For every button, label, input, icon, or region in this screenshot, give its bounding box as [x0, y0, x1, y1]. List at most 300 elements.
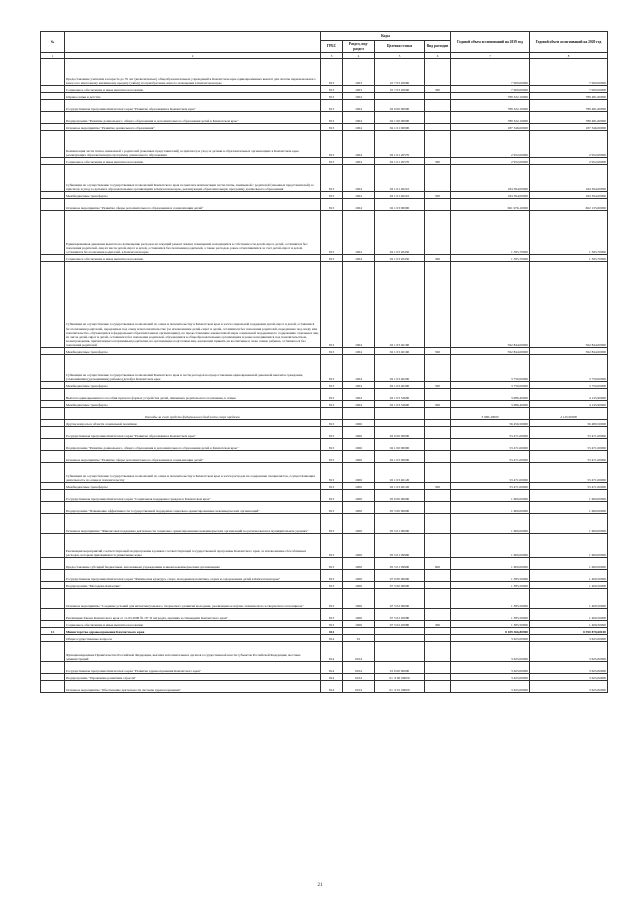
row-amount-2020: 602 135,60000 [530, 199, 608, 211]
row-amount-2020: 2 952,00000 [530, 158, 608, 165]
row-target: 10 7 03 20060 [375, 59, 425, 86]
column-number: 6 [425, 53, 451, 59]
row-target: 02 1 03 20450 [375, 255, 425, 262]
budget-page [40, 31, 607, 693]
header-exp-type: Вид расходов [425, 41, 451, 53]
row-target: 02 1 03 40160 [375, 348, 425, 355]
row-amount-2019: 601 976,10000 [451, 199, 530, 211]
row-amount-2019: 2 952,00000 [451, 131, 530, 158]
row-number [41, 582, 65, 589]
row-name: Социальное обеспечение и иные выплаты населению [65, 86, 321, 93]
row-amount-2019: 53 471,00000 [451, 463, 530, 483]
row-amount-2019: 3 986,40000 [451, 401, 530, 408]
row-amount-2020: 1 600,00000 [530, 502, 608, 514]
row-exp-type [425, 165, 451, 192]
row-name: Социальное обеспечение и иные выплаты населению [65, 621, 321, 628]
row-grbs: 813 [321, 158, 343, 165]
row-target: 01 Э 01 00000 [375, 681, 425, 693]
row-name: Расходы за счет средств федерального бюджета сверх пределов [65, 408, 321, 420]
row-number [41, 621, 65, 628]
row-grbs: 813 [321, 389, 343, 401]
row-amount-2019: 3 625,00000 [451, 681, 530, 693]
table-row [41, 582, 608, 589]
row-exp-type [425, 490, 451, 502]
row-exp-type [425, 514, 451, 534]
row-section: 1006 [343, 534, 375, 558]
row-section: 01 [343, 635, 375, 642]
row-exp-type: 300 [425, 255, 451, 262]
row-name: Подпрограмма "Развитие дошкольного, общего образования и дополнительного образования детей в Камчатском крае" [65, 439, 321, 451]
row-section: 1006 [343, 582, 375, 589]
row-number [41, 558, 65, 570]
row-number [41, 420, 65, 427]
row-amount-2019: 3 625,00000 [451, 662, 530, 674]
row-section: 1004 [343, 93, 375, 100]
row-grbs: 813 [321, 165, 343, 192]
table-row [41, 451, 608, 463]
table-row [41, 408, 608, 420]
row-target: 07 5 00 00000 [375, 582, 425, 589]
table-row [41, 124, 608, 131]
row-section: 0104 [343, 642, 375, 662]
row-amount-2020: 1 600,00000 [530, 534, 608, 558]
row-grbs: 813 [321, 451, 343, 463]
row-number [41, 674, 65, 681]
row-name: Межбюджетные трансферты [65, 401, 321, 408]
row-target: 02 1 01 40210 [375, 165, 425, 192]
row-amount-2020: 1 409,50000 [530, 589, 608, 609]
row-target [375, 635, 425, 642]
row-name: Субвенции на осуществление государственных полномочий по опеке и попечительству в Камчатском крае в части социальной поддержки детей-сирот и детей, оставшихся без попечения родителей, переданных под опеку или попечительство (за исключением детей-сирот и детей, оставшихся без попечения родителей, переданных под опеку или попечительство, обучающихся в федеральных образовательных организациях), по предоставлению ежемесячной меры социальной поддержки по содержанию отдельных лиц из числа детей-сирот и детей, оставшихся без попечения родителей, обучающихся в общеобразовательных организациях и ранее находившихся под попечительством, вознаграждения, причитающегося приемным родителям, на организацию подготовки лиц, желающих принять на воспитание в свою семью ребенка, оставшегося без попечения родителей [65, 262, 321, 348]
row-exp-type [425, 408, 451, 420]
row-amount-2020: 53 471,00000 [530, 451, 608, 463]
row-grbs: 814 [321, 628, 343, 635]
row-exp-type [425, 502, 451, 514]
row-target [375, 642, 425, 662]
row-amount-2020: 3 625,00000 [530, 681, 608, 693]
row-exp-type [425, 662, 451, 674]
row-exp-type [425, 463, 451, 483]
row-target: 02 1 01 20570 [375, 158, 425, 165]
row-amount-2019: 592 844,00000 [451, 348, 530, 355]
row-amount-2019: 1 600,00000 [451, 558, 530, 570]
row-exp-type [425, 589, 451, 609]
row-exp-type [425, 635, 451, 642]
row-grbs: 814 [321, 674, 343, 681]
row-amount-2019: 3 625,00000 [451, 642, 530, 662]
row-grbs: 813 [321, 621, 343, 628]
table-row [41, 490, 608, 502]
row-target: 02 1 03 00000 [375, 199, 425, 211]
row-amount-2020: 4 145,90000 [530, 401, 608, 408]
row-name: Государственная программа Камчатского края "Развитие здравоохранения Камчатского края" [65, 662, 321, 674]
row-amount-2019: 1 385,50000 [451, 621, 530, 628]
row-section: 1004 [343, 211, 375, 255]
row-amount-2020: 53 471,00000 [530, 439, 608, 451]
row-number [41, 124, 65, 131]
table-row [41, 609, 608, 621]
row-section: 1006 [343, 589, 375, 609]
row-exp-type [425, 609, 451, 621]
row-section: 1004 [343, 192, 375, 199]
column-number: 8 [530, 53, 608, 59]
row-number [41, 570, 65, 582]
row-amount-2020: 3 625,00000 [530, 635, 608, 642]
row-section: 1004 [343, 401, 375, 408]
row-grbs: 813 [321, 582, 343, 589]
table-row [41, 642, 608, 662]
row-grbs: 813 [321, 558, 343, 570]
row-exp-type [425, 420, 451, 427]
table-row [41, 165, 608, 192]
table-row [41, 674, 608, 681]
table-row [41, 158, 608, 165]
row-section: 1004 [343, 131, 375, 158]
row-target: 05 5 01 00000 [375, 514, 425, 534]
row-amount-2019: 53 471,00000 [451, 451, 530, 463]
row-grbs: 813 [321, 420, 343, 427]
row-section: 1006 [343, 420, 375, 427]
row-section: 1006 [343, 609, 375, 621]
row-name: Субвенции на осуществление государственных полномочий Камчатского края по выплате компенсации части платы, взимаемой с родителей (законных представителей) за присмотр и уход за детьми в образовательных организациях в Камчатском крае, реализующих образовательную программу дошкольного образования [65, 165, 321, 192]
row-grbs: 813 [321, 192, 343, 199]
table-row [41, 100, 608, 112]
table-row [41, 192, 608, 199]
row-target: 10 7 03 20060 [375, 86, 425, 93]
row-target [375, 628, 425, 635]
row-amount-2019: 789 322,10000 [451, 100, 530, 112]
row-amount-2020: 184 394,00000 [530, 192, 608, 199]
row-amount-2019: 1 395,70000 [451, 255, 530, 262]
header-section: Раздел, под-раздел [343, 41, 375, 53]
row-name: Общегосударственные вопросы [65, 635, 321, 642]
row-exp-type: 500 [425, 401, 451, 408]
row-amount-2020: 4 145,90000 [530, 389, 608, 401]
row-name: Основное мероприятие "Обеспечение деятельности системы здравоохранения" [65, 681, 321, 693]
row-section: 1006 [343, 621, 375, 628]
row-target: 02 1 01 00000 [375, 124, 425, 131]
table-row [41, 59, 608, 86]
row-name: Основное мероприятие "Создание условий для интеллектуального, творческого развития молодежи, реализации ее научно-технического и творческого потенциала" [65, 589, 321, 609]
budget-table [40, 31, 608, 693]
table-row [41, 262, 608, 348]
row-name: Предоставление учителям в возрасте до 35 лет (включительно) общеобразовательных учреждений в Камчатском крае единовременных выплат для оплаты первоначального взноса по ипотечному жилищному кредиту (займу) на приобретение жилого помещения в Камчатском крае [65, 59, 321, 86]
row-section: 0104 [343, 681, 375, 693]
row-grbs: 813 [321, 211, 343, 255]
table-row [41, 348, 608, 355]
row-grbs: 813 [321, 609, 343, 621]
row-name: Социальное обеспечение и иные выплаты населению [65, 255, 321, 262]
row-name: Единовременная денежная выплата на возмещение расходов на текущий ремонт жилых помещений, находящихся в собственности детей-сирот, детей, оставшихся без попечения родителей, лиц из числа детей-сирот и детей, оставшихся без попечения родителей, а также расходов, ранее отчислявшихся за счет детей-сирот и детей, оставшихся без попечения родителей, в Камчатском крае [65, 211, 321, 255]
row-exp-type [425, 389, 451, 401]
row-number [41, 451, 65, 463]
table-row [41, 420, 608, 427]
row-amount-2020: 187 346,00000 [530, 124, 608, 131]
row-number [41, 131, 65, 158]
table-row [41, 93, 608, 100]
row-amount-2020: 1 409,50000 [530, 609, 608, 621]
page-number: 21 [317, 883, 323, 888]
row-amount-2020: 3 625,00000 [530, 674, 608, 681]
row-target: 07 0 00 00000 [375, 570, 425, 582]
row-number [41, 348, 65, 355]
row-target: 02 1 03 20450 [375, 211, 425, 255]
row-amount-2020: 53 471,00000 [530, 483, 608, 490]
row-exp-type [425, 124, 451, 131]
row-name: Предоставление субсидий бюджетным, автономным учреждениям и иным некоммерческим организациям [65, 558, 321, 570]
row-grbs: 813 [321, 262, 343, 348]
row-section [343, 408, 375, 420]
row-section: 0104 [343, 662, 375, 674]
row-section: 1004 [343, 355, 375, 382]
table-row [41, 463, 608, 483]
row-number [41, 165, 65, 192]
row-number [41, 408, 65, 420]
row-amount-2019: 184 394,00000 [451, 192, 530, 199]
row-amount-2020: 2 952,00000 [530, 131, 608, 158]
row-target: 02 1 03 40200 [375, 382, 425, 389]
row-section: 1004 [343, 348, 375, 355]
row-amount-2020: 1 409,50000 [530, 621, 608, 628]
row-amount-2019: 56 456,50000 [451, 420, 530, 427]
row-number [41, 199, 65, 211]
row-section: 1004 [343, 262, 375, 348]
header-number: № [41, 32, 65, 53]
row-section: 1003 [343, 59, 375, 86]
row-grbs: 813 [321, 490, 343, 502]
row-number: 12 [41, 628, 65, 635]
row-number [41, 635, 65, 642]
row-amount-2019: 1 385,50000 [451, 582, 530, 589]
row-section: 0104 [343, 674, 375, 681]
header-2020: Годовой объем ассигнований на 2020 год [530, 32, 608, 53]
table-row [41, 502, 608, 514]
row-name: Основное мероприятие "Развитие сферы дополнительного образования и социализации детей" [65, 451, 321, 463]
row-name: Подпрограмма "Развитие дошкольного, общего образования и дополнительного образования детей в Камчатском крае" [65, 112, 321, 124]
row-number [41, 158, 65, 165]
row-section: 1006 [343, 463, 375, 483]
table-row [41, 662, 608, 674]
row-exp-type [425, 59, 451, 86]
row-target: 07 5 02 00000 [375, 589, 425, 609]
row-grbs: 813 [321, 534, 343, 558]
row-exp-type: 500 [425, 382, 451, 389]
row-amount-2020: 53 471,00000 [530, 463, 608, 483]
table-row [41, 534, 608, 558]
row-target: 05 5 01 09990 [375, 534, 425, 558]
row-name: Реализация Закона Камчатского края от 11.03.2008 № 18 "О наградах, премиях и стипендиях Камчатского края" [65, 609, 321, 621]
row-amount-2019: 53 471,00000 [451, 427, 530, 439]
row-section: 1006 [343, 558, 375, 570]
row-exp-type [425, 199, 451, 211]
row-exp-type [425, 100, 451, 112]
row-name: Субвенции на осуществление государственных полномочий по опеке и попечительству в Камчатском крае в части расходов на содержание специалистов, осуществляющих деятельность по опеке и попечительству [65, 463, 321, 483]
row-section [343, 628, 375, 635]
column-number: 3 [321, 53, 343, 59]
header-2019: Годовой объем ассигнований на 2019 год [451, 32, 530, 53]
table-row [41, 681, 608, 693]
row-amount-2020: 592 844,00000 [530, 262, 608, 348]
row-amount-2020: 1 395,70000 [530, 255, 608, 262]
row-number [41, 642, 65, 662]
row-amount-2020: 1 600,00000 [530, 558, 608, 570]
row-amount-2020: 3 750,00000 [530, 355, 608, 382]
row-exp-type [425, 451, 451, 463]
row-exp-type: 300 [425, 621, 451, 628]
row-amount-2019: 789 322,10000 [451, 93, 530, 100]
row-number [41, 514, 65, 534]
row-grbs: 813 [321, 348, 343, 355]
row-name: Субвенции на осуществление государственных полномочий Камчатского края и части расходов на предоставление единовременной денежной выплаты гражданам, усыновившим (удочерившим) ребенка (детей) в Камчатском крае [65, 355, 321, 382]
row-number [41, 355, 65, 382]
table-row [41, 199, 608, 211]
row-name: Государственная программа Камчатского края "Физическая культура, спорт, молодежная политика, отдых и оздоровление детей в Камчатском крае" [65, 570, 321, 582]
row-grbs: 813 [321, 570, 343, 582]
row-number [41, 534, 65, 558]
row-target: 02 1 03 52600 [375, 401, 425, 408]
row-section: 1006 [343, 483, 375, 490]
row-name: Другие вопросы в области социальной политики [65, 420, 321, 427]
header-grbs: ГРБС [321, 41, 343, 53]
row-grbs: 813 [321, 463, 343, 483]
row-name: Охрана семьи и детства [65, 93, 321, 100]
row-exp-type [425, 355, 451, 382]
row-amount-2020: 1 600,00000 [530, 514, 608, 534]
row-name: Компенсация части платы, взимаемой с родителей (законных представителей) за присмотр и уход за детьми в образовательных организациях в Камчатском крае, реализующих образовательную программу дошкольного образования [65, 131, 321, 158]
row-exp-type [425, 93, 451, 100]
row-target: 02 1 03 52600 [375, 389, 425, 401]
row-amount-2020: 7 000,00000 [530, 86, 608, 93]
row-section: 1006 [343, 502, 375, 514]
row-exp-type [425, 570, 451, 582]
row-section: 1006 [343, 439, 375, 451]
row-target: 02 0 00 00000 [375, 427, 425, 439]
table-row [41, 570, 608, 582]
header-codes: Коды [321, 32, 451, 41]
row-grbs: 813 [321, 59, 343, 86]
row-target: 02 1 03 40200 [375, 355, 425, 382]
row-name: Основное мероприятие "Развитие сферы дополнительного образования и социализации детей" [65, 199, 321, 211]
row-number [41, 401, 65, 408]
row-grbs: 814 [321, 662, 343, 674]
row-grbs: 813 [321, 124, 343, 131]
row-section: 1004 [343, 199, 375, 211]
row-amount-2020: 3 625,00000 [530, 642, 608, 662]
row-section: 1004 [343, 382, 375, 389]
row-name: Межбюджетные трансферты [65, 348, 321, 355]
row-section: 1006 [343, 427, 375, 439]
row-target: 05 5 00 00000 [375, 502, 425, 514]
row-number [41, 427, 65, 439]
row-amount-2019: 3 625,00000 [451, 635, 530, 642]
row-target: 01 0 00 00000 [375, 662, 425, 674]
row-number [41, 483, 65, 490]
row-exp-type: 500 [425, 483, 451, 490]
row-name: Подпрограмма "Управление развитием отрасли" [65, 674, 321, 681]
row-target: 02 0 00 00000 [375, 100, 425, 112]
row-amount-2020: 592 844,00000 [530, 348, 608, 355]
row-amount-2019: 3 750,00000 [451, 382, 530, 389]
row-amount-2019: 2 952,00000 [451, 158, 530, 165]
row-target [375, 93, 425, 100]
row-grbs: 813 [321, 382, 343, 389]
row-number [41, 463, 65, 483]
row-exp-type [425, 628, 451, 635]
row-name: Межбюджетные трансферты [65, 382, 321, 389]
table-row [41, 255, 608, 262]
row-name: Подпрограмма "Повышение эффективности государственной поддержки социально-ориентированных некоммерческих организаций" [65, 502, 321, 514]
table-row [41, 382, 608, 389]
row-number [41, 255, 65, 262]
row-amount-2020: 3 625,00000 [530, 662, 608, 674]
row-section: 1004 [343, 100, 375, 112]
row-grbs: 813 [321, 401, 343, 408]
row-name: Подпрограмма "Молодежь Камчатки" [65, 582, 321, 589]
row-name: Межбюджетные трансферты [65, 483, 321, 490]
row-grbs: 813 [321, 427, 343, 439]
row-name: Государственная программа Камчатского края "Развитие образования в Камчатском крае" [65, 100, 321, 112]
row-amount-2020: 1 600,00000 [530, 490, 608, 502]
row-exp-type [425, 427, 451, 439]
row-grbs: 814 [321, 681, 343, 693]
row-amount-2020: 56 480,50000 [530, 420, 608, 427]
row-number [41, 389, 65, 401]
row-target [375, 408, 425, 420]
row-section: 1004 [343, 124, 375, 131]
row-name: Реализация мероприятий соответствующей подпрограммы в рамках соответствующей государственной программы Камчатского края, за исключением обособленных расходов, которым присваиваются уникальные коды [65, 534, 321, 558]
row-amount-2019: 1 385,50000 [451, 570, 530, 582]
row-grbs: 813 [321, 112, 343, 124]
row-amount-2020: 1 395,70000 [530, 211, 608, 255]
row-section: 1004 [343, 165, 375, 192]
column-number: 7 [451, 53, 530, 59]
row-section: 1004 [343, 112, 375, 124]
row-amount-2020: 8 390 878,68100 [530, 628, 608, 635]
row-name: Выплата единовременного пособия при всех формах устройства детей, лишенных родительского попечения, в семью [65, 389, 321, 401]
row-grbs: 813 [321, 483, 343, 490]
row-target: 02 1 03 00000 [375, 451, 425, 463]
row-exp-type [425, 112, 451, 124]
row-target: 02 1 03 40120 [375, 483, 425, 490]
row-number [41, 100, 65, 112]
header-target: Целевая статья [375, 41, 425, 53]
row-exp-type [425, 582, 451, 589]
row-exp-type [425, 534, 451, 558]
table-row [41, 621, 608, 628]
row-number [41, 86, 65, 93]
row-target: 07 5 02 20080 [375, 609, 425, 621]
row-number [41, 502, 65, 514]
row-number [41, 262, 65, 348]
column-number: 4 [343, 53, 375, 59]
row-grbs: 813 [321, 199, 343, 211]
row-number [41, 382, 65, 389]
row-target: 01 Э 00 00000 [375, 674, 425, 681]
row-amount-2020: 789 481,60000 [530, 100, 608, 112]
row-grbs: 813 [321, 131, 343, 158]
row-amount-2019: 8 189 366,80900 [451, 628, 530, 635]
row-amount-2019: 187 346,00000 [451, 124, 530, 131]
row-grbs: 813 [321, 355, 343, 382]
row-amount-2019: 1 395,70000 [451, 211, 530, 255]
row-amount-2020: 7 000,00000 [530, 59, 608, 86]
row-target: 07 5 02 20080 [375, 621, 425, 628]
row-amount-2019: 1 385,50000 [451, 589, 530, 609]
row-grbs [321, 408, 343, 420]
row-section: 1004 [343, 255, 375, 262]
row-name: Государственная программа Камчатского края "Социальная поддержка граждан в Камчатском крае" [65, 490, 321, 502]
table-row [41, 635, 608, 642]
